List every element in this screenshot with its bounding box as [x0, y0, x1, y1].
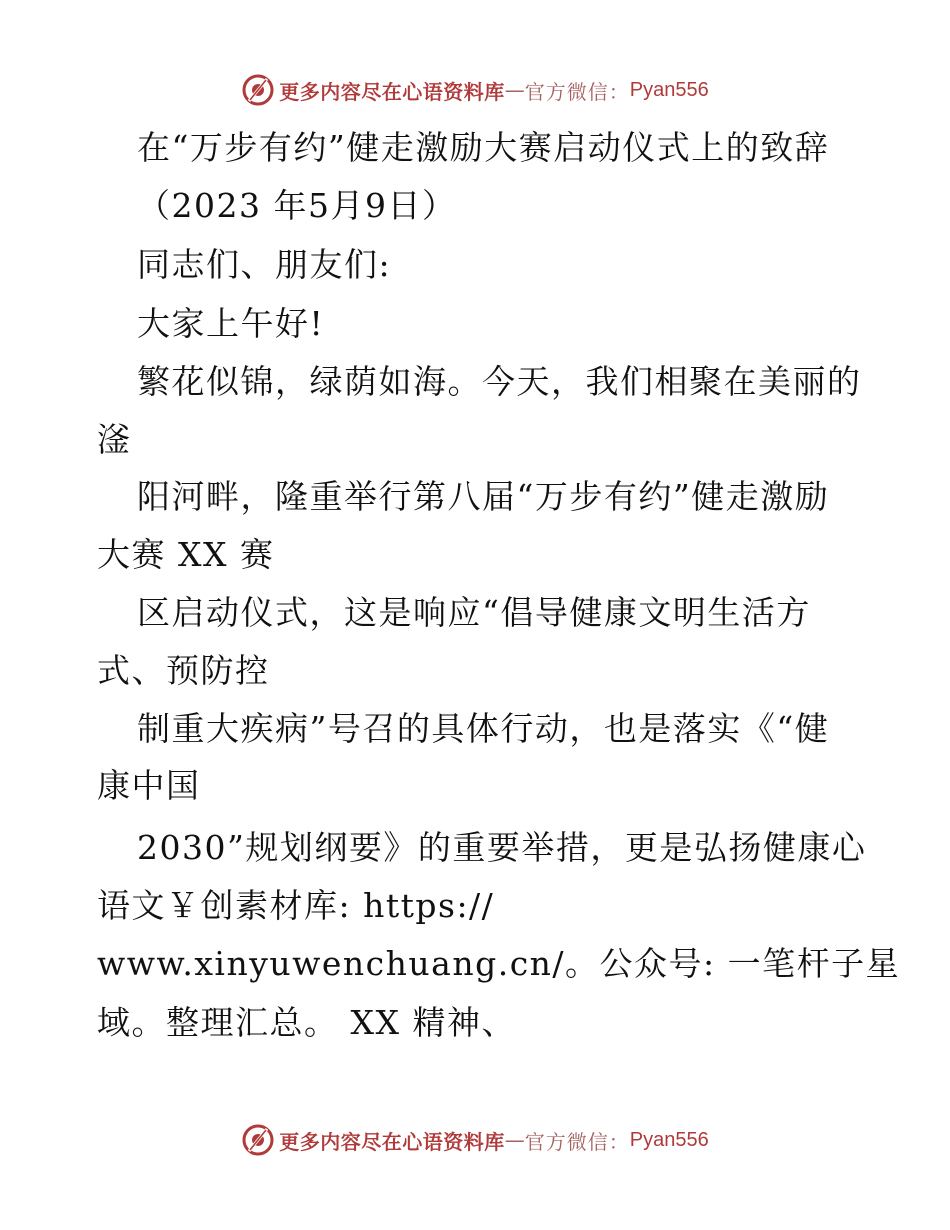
document-title: 在“万步有约”健走激励大赛启动仪式上的致辞: [137, 128, 830, 167]
paragraph-line: 2030”规划纲要》的重要举措，更是弘扬健康心: [137, 828, 867, 867]
greeting: 大家上午好!: [137, 304, 325, 343]
logo-icon: [241, 1123, 275, 1157]
watermark-dash: —: [504, 78, 525, 102]
paragraph-line: 阳河畔，隆重举行第八届“万步有约”健走激励: [137, 477, 830, 516]
watermark-text: 更多内容尽在心语资料库: [279, 79, 505, 104]
watermark-text: 更多内容尽在心语资料库: [279, 1129, 505, 1154]
paragraph-line: 域。整理汇总。 XX 精神、: [97, 1003, 516, 1042]
salutation: 同志们、朋友们:: [137, 245, 392, 284]
logo-icon: [241, 73, 275, 107]
header-watermark: [0, 70, 950, 110]
watermark-wechat-label: 官方微信：: [524, 79, 630, 104]
watermark-wechat-label: 官方微信：: [524, 1129, 630, 1154]
paragraph-line: www.xinyuwenchuang.cn/。公众号: 一笔杆子星: [97, 944, 901, 983]
watermark-wechat-id: Pyan556: [629, 78, 709, 101]
watermark-wechat-id: Pyan556: [629, 1128, 709, 1151]
paragraph-line: 制重大疾病”号召的具体行动，也是落实《“健: [137, 709, 830, 748]
paragraph-line: 式、预防控: [97, 651, 270, 690]
paragraph-line: 康中国: [97, 766, 201, 805]
paragraph-line: 繁花似锦，绿荫如海。今天，我们相聚在美丽的: [137, 362, 862, 401]
paragraph-line: 区启动仪式，这是响应“倡导健康文明生活方: [137, 593, 811, 632]
paragraph-line: 语文￥创素材库: https://: [97, 886, 495, 925]
watermark-dash: —: [504, 1128, 525, 1152]
paragraph-line: 滏: [97, 420, 132, 459]
document-date: （2023 年5月9日）: [137, 186, 457, 225]
paragraph-line: 大赛 XX 赛: [97, 535, 275, 574]
footer-watermark: [0, 1120, 950, 1160]
